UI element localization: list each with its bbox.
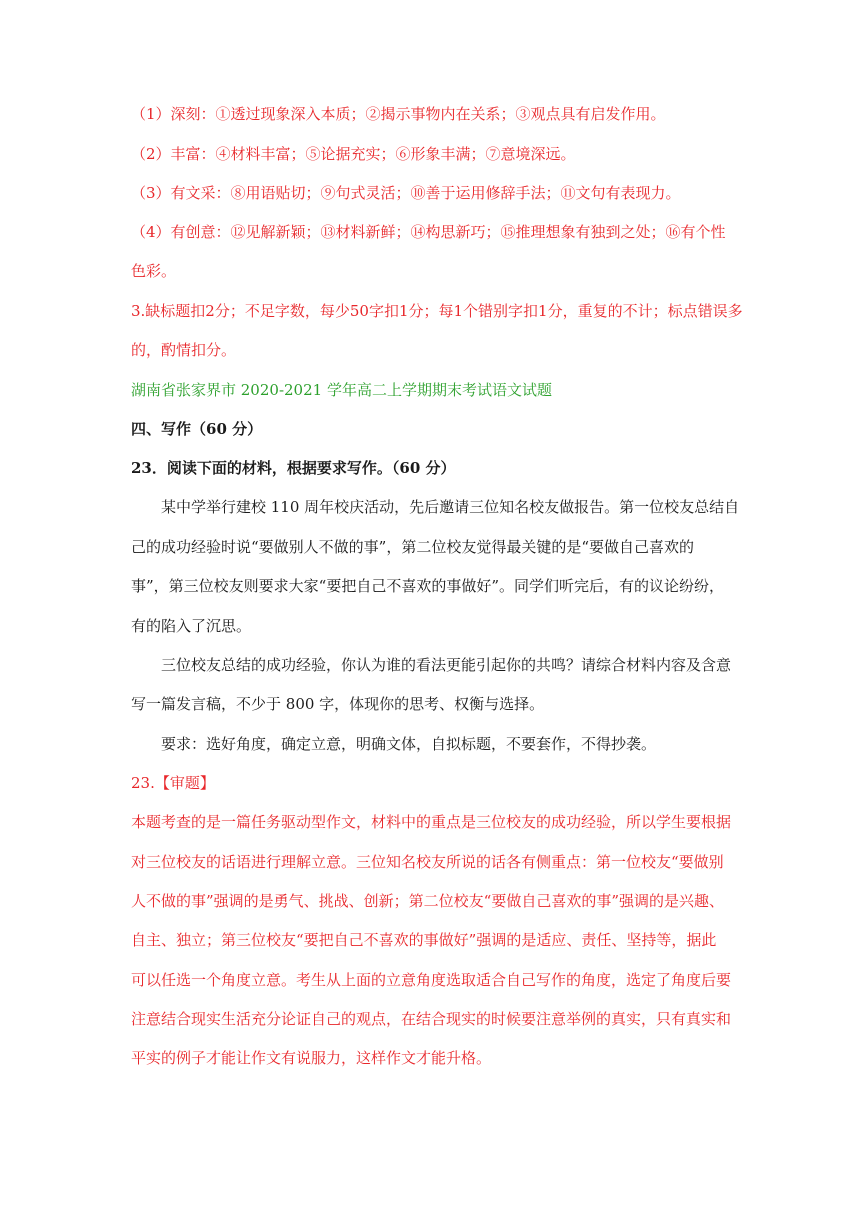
material-line-6: 写一篇发言稿，不少于 800 字，体现你的思考、权衡与选择。 <box>131 695 545 713</box>
analysis-line-2: 对三位校友的话语进行理解立意。三位知名校友所说的话各有侧重点：第一位校友“要做别 <box>131 853 724 871</box>
deduction-line-1: 3.缺标题扣2分；不足字数，每少50字扣1分；每1个错别字扣1分，重复的不计；标点错误多 <box>131 302 743 320</box>
material-line-3: 事”，第三位校友则要求大家“要把自己不喜欢的事做好”。同学们听完后，有的议论纷纷， <box>131 577 725 595</box>
criteria-line-3: （3）有文采：⑧用语贴切；⑨句式灵活；⑩善于运用修辞手法；⑪文句有表现力。 <box>131 184 681 202</box>
question-title: 23．阅读下面的材料，根据要求写作。（60 分） <box>131 459 456 477</box>
material-line-1: 某中学举行建校 110 周年校庆活动，先后邀请三位知名校友做报告。第一位校友总结自 <box>161 498 740 516</box>
analysis-line-3: 人不做的事”强调的是勇气、挑战、创新；第二位校友“要做自己喜欢的事”强调的是兴趣、 <box>131 892 725 910</box>
material-line-4: 有的陷入了沉思。 <box>131 617 252 635</box>
analysis-line-5: 可以任选一个角度立意。考生从上面的立意角度选取适合自己写作的角度，选定了角度后要 <box>131 971 732 989</box>
material-line-5: 三位校友总结的成功经验，你认为谁的看法更能引起你的共鸣？请综合材料内容及含意 <box>161 656 732 674</box>
section-title: 四、写作（60 分） <box>131 420 263 438</box>
criteria-line-1: （1）深刻：①透过现象深入本质；②揭示事物内在关系；③观点具有启发作用。 <box>131 105 666 123</box>
material-line-2: 己的成功经验时说“要做别人不做的事”，第二位校友觉得最关键的是“要做自己喜欢的 <box>131 538 695 556</box>
analysis-line-4: 自主、独立；第三位校友“要把自己不喜欢的事做好”强调的是适应、责任、坚持等，据此 <box>131 931 717 949</box>
requirements-line: 要求：选好角度，确定立意，明确文体，自拟标题，不要套作，不得抄袭。 <box>161 735 657 753</box>
deduction-line-2: 的，酌情扣分。 <box>131 341 237 359</box>
criteria-line-5: 色彩。 <box>131 262 177 280</box>
analysis-line-7: 平实的例子才能让作文有说服力，这样作文才能升格。 <box>131 1049 492 1067</box>
criteria-line-2: （2）丰富：④材料丰富；⑤论据充实；⑥形象丰满；⑦意境深远。 <box>131 145 576 163</box>
source-line: 湖南省张家界市 2020-2021 学年高二上学期期末考试语文试题 <box>131 381 552 399</box>
analysis-line-1: 本题考查的是一篇任务驱动型作文，材料中的重点是三位校友的成功经验，所以学生要根据 <box>131 813 732 831</box>
criteria-line-4: （4）有创意：⑫见解新颖；⑬材料新鲜；⑭构思新巧；⑮推理想象有独到之处；⑯有个性 <box>131 223 726 241</box>
analysis-line-6: 注意结合现实生活充分论证自己的观点，在结合现实的时候要注意举例的真实，只有真实和 <box>131 1010 732 1028</box>
analysis-heading: 23.【审题】 <box>131 774 215 792</box>
